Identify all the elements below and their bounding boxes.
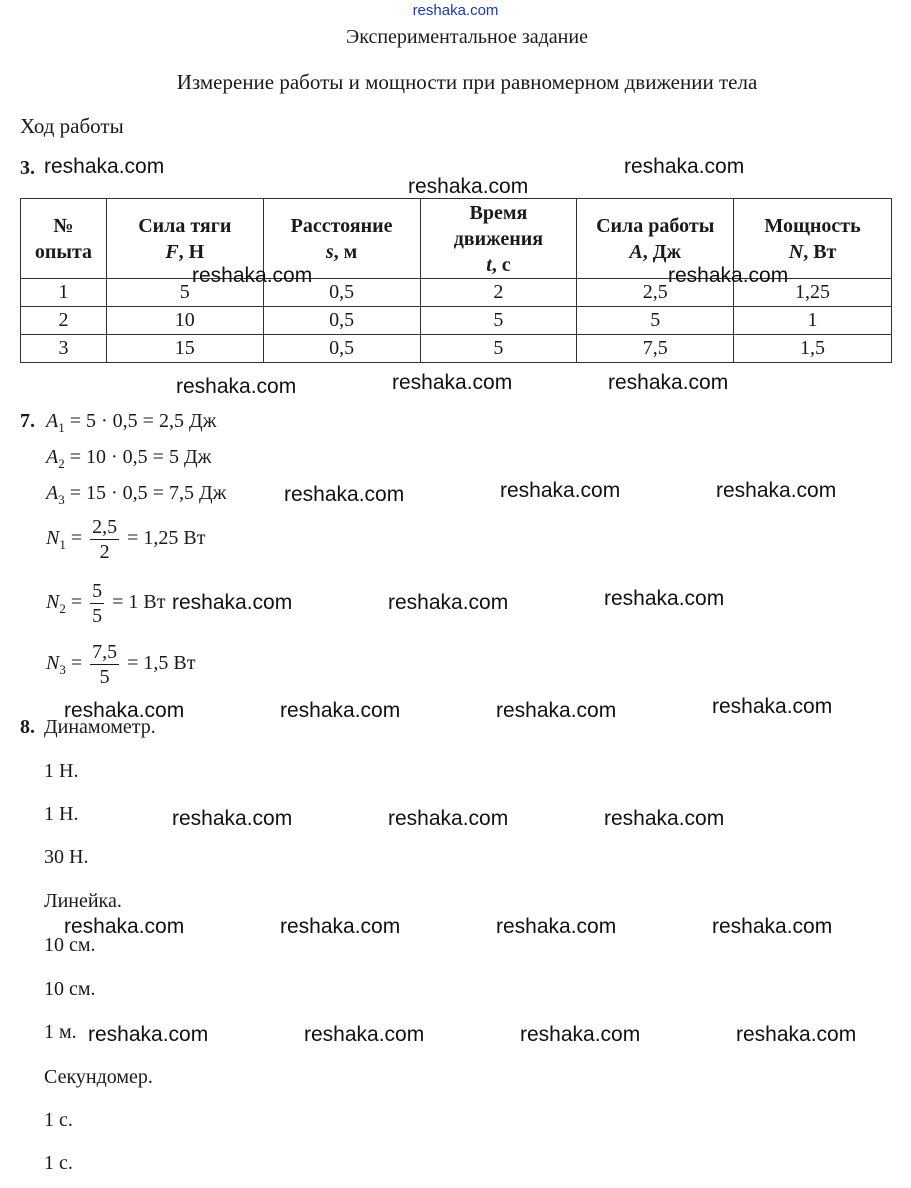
watermark: reshaka.com (280, 699, 401, 722)
eq-sub: 1 (59, 537, 66, 553)
eq-var: A (46, 410, 59, 432)
table-cell: 5 (420, 335, 577, 363)
eq-expr: = 10 · 0,5 = 5 Дж (69, 446, 212, 468)
table-cell: 0,5 (263, 279, 420, 307)
header-var: A (629, 240, 643, 263)
table-cell: 7,5 (577, 335, 734, 363)
table-cell: 1,25 (734, 279, 892, 307)
header-unit: , с (491, 253, 511, 276)
watermark: reshaka.com (192, 264, 313, 287)
eq-sub: 2 (58, 456, 65, 471)
header-text: Сила работы (596, 214, 715, 237)
watermark: reshaka.com (64, 699, 185, 722)
watermark: reshaka.com (736, 1023, 857, 1046)
eq-expr: = 15 · 0,5 = 7,5 Дж (69, 482, 227, 504)
table-cell: 5 (577, 307, 734, 335)
watermark: reshaka.com (176, 375, 297, 398)
fraction (90, 640, 119, 689)
header-cell (420, 199, 577, 279)
header-unit: , Н (178, 240, 205, 263)
header-var: N (788, 240, 804, 263)
fraction-denominator: 5 (92, 605, 103, 627)
table-row (21, 307, 892, 335)
watermark: reshaka.com (304, 1023, 425, 1046)
watermark: reshaka.com (44, 155, 165, 178)
eq-expr: = 5 · 0,5 = 2,5 Дж (69, 410, 217, 432)
watermark: reshaka.com (280, 915, 401, 938)
watermark: reshaka.com (604, 587, 725, 610)
eq-result: = 1,5 Вт (127, 652, 196, 675)
header-var: t (486, 253, 492, 276)
eq-sign: = (70, 591, 83, 614)
watermark: reshaka.com (392, 371, 513, 394)
watermark: reshaka.com (64, 915, 185, 938)
watermark: reshaka.com (496, 699, 617, 722)
power-equation-2 (46, 579, 165, 628)
watermark: reshaka.com (716, 479, 837, 502)
watermark: reshaka.com (520, 1023, 641, 1046)
header-text: Мощность (764, 214, 861, 237)
list-item: 1 Н. (44, 803, 79, 825)
header-text: № (53, 214, 74, 237)
table-cell: 5 (106, 279, 263, 307)
table-cell: 1 (734, 307, 892, 335)
question-number-3: 3. (20, 157, 35, 179)
table-cell: 1 (21, 279, 107, 307)
list-item: 1 с. (44, 1109, 73, 1131)
eq-result: = 1,25 Вт (127, 527, 206, 550)
watermark: reshaka.com (608, 371, 729, 394)
eq-sign: = (70, 652, 83, 675)
list-item: 10 см. (44, 978, 96, 1000)
list-item: Линейка. (44, 890, 122, 912)
table-cell: 0,5 (263, 335, 420, 363)
table-cell: 10 (106, 307, 263, 335)
header-var: s (325, 240, 334, 263)
work-equation-2 (46, 446, 211, 472)
eq-sign: = (70, 527, 83, 550)
fraction (90, 579, 104, 628)
list-item: Секундомер. (44, 1066, 153, 1088)
site-header-link[interactable]: reshaka.com (412, 2, 499, 19)
work-equation-1 (46, 410, 216, 436)
header-var: F (165, 240, 179, 263)
header-text: Сила тяги (138, 214, 232, 237)
page-subtitle: Измерение работы и мощности при равномерном движении тела (176, 70, 758, 94)
list-item: 1 Н. (44, 760, 79, 782)
list-item: 10 см. (44, 934, 96, 956)
watermark: reshaka.com (88, 1023, 209, 1046)
eq-sub: 2 (59, 601, 66, 617)
list-item: 1 с. (44, 1152, 73, 1174)
fraction-numerator: 5 (92, 580, 103, 602)
watermark: reshaka.com (284, 483, 405, 506)
list-item: Динамометр. (44, 716, 156, 738)
table-cell: 2 (420, 279, 577, 307)
eq-var: A (46, 446, 59, 468)
header-cell (21, 199, 107, 279)
table-cell: 3 (21, 335, 107, 363)
watermark: reshaka.com (712, 915, 833, 938)
list-item: 30 Н. (44, 846, 89, 868)
fraction (90, 515, 119, 564)
section-label: Ход работы (20, 114, 124, 138)
watermark: reshaka.com (624, 155, 745, 178)
watermark: reshaka.com (712, 695, 833, 718)
power-equation-3 (46, 640, 195, 689)
fraction-numerator: 2,5 (92, 516, 118, 538)
watermark: reshaka.com (388, 591, 509, 614)
table-cell: 5 (420, 307, 577, 335)
work-equation-3 (46, 482, 226, 508)
header-text: опыта (34, 240, 93, 263)
eq-var: N (46, 527, 60, 550)
table-cell: 15 (106, 335, 263, 363)
table-row (21, 335, 892, 363)
eq-var: N (46, 652, 60, 675)
page-title: Экспериментальное задание (346, 26, 588, 48)
watermark: reshaka.com (604, 807, 725, 830)
power-equation-1 (46, 515, 205, 564)
question-number-7: 7. (20, 410, 35, 432)
watermark: reshaka.com (496, 915, 617, 938)
watermark: reshaka.com (500, 479, 621, 502)
watermark: reshaka.com (408, 175, 529, 198)
header-unit: , Дж (642, 240, 682, 263)
table-cell: 2 (21, 307, 107, 335)
fraction-denominator: 2 (99, 541, 110, 563)
table-cell: 2,5 (577, 279, 734, 307)
fraction-numerator: 7,5 (92, 641, 118, 663)
list-item: 1 м. (44, 1021, 77, 1043)
fraction-denominator: 5 (99, 666, 110, 688)
watermark: reshaka.com (668, 264, 789, 287)
header-text: движения (453, 227, 544, 250)
header-text: Время (469, 201, 528, 224)
table-cell: 0,5 (263, 307, 420, 335)
table-cell: 1,5 (734, 335, 892, 363)
eq-sub: 3 (58, 492, 65, 507)
watermark: reshaka.com (172, 591, 293, 614)
question-number-8: 8. (20, 716, 35, 738)
eq-var: A (46, 482, 59, 504)
eq-sub: 3 (59, 662, 66, 678)
header-text: Расстояние (290, 214, 393, 237)
header-unit: , м (333, 240, 358, 263)
header-unit: , Вт (803, 240, 837, 263)
watermark: reshaka.com (172, 807, 293, 830)
eq-sub: 1 (58, 420, 65, 435)
eq-result: = 1 Вт (112, 591, 166, 614)
watermark: reshaka.com (388, 807, 509, 830)
eq-var: N (46, 591, 60, 614)
